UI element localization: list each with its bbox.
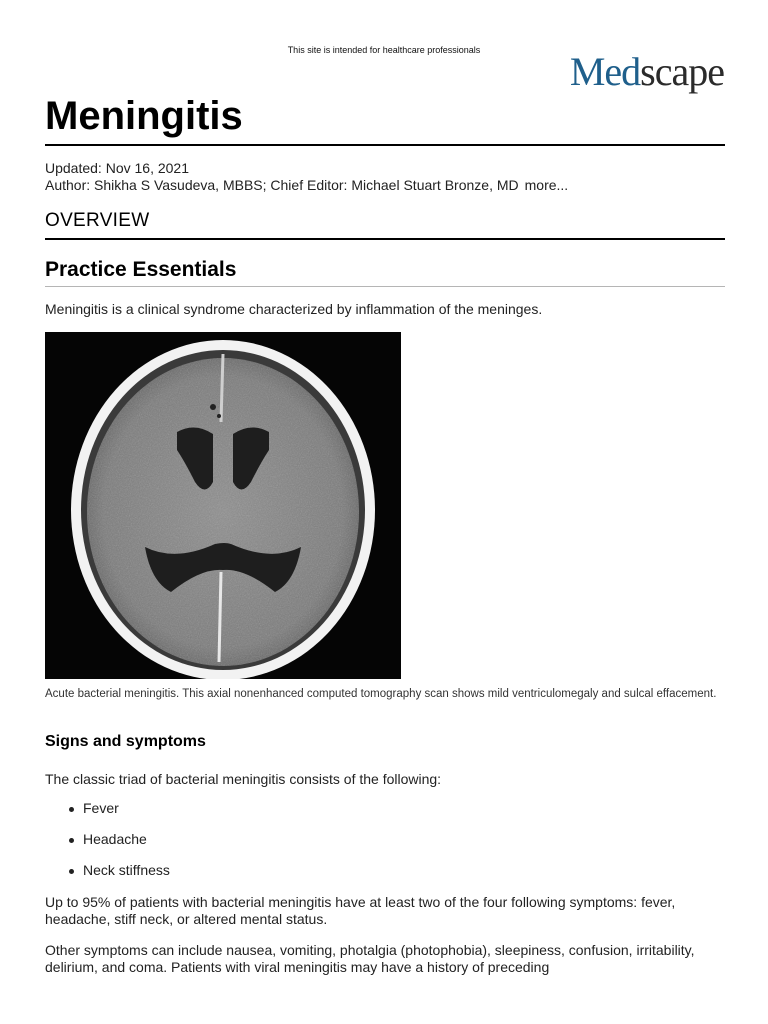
list-item: Headache — [45, 831, 170, 862]
logo-scape-text: scape — [640, 49, 724, 94]
medscape-logo[interactable] — [569, 49, 724, 94]
figure-caption: Acute bacterial meningitis. This axial nonenhanced computed tomography scan shows mild ventriculomegaly and sulcal effacement. — [45, 688, 717, 700]
list-item: Fever — [45, 800, 170, 831]
signs-heading: Signs and symptoms — [45, 733, 206, 750]
other-symptoms-paragraph: Other symptoms can include nausea, vomiting, photalgia (photophobia), sleepiness, confusion, irritability, delirium, and coma. Patients with viral meningitis may have a history of preceding — [45, 942, 695, 975]
author-text: Author: Shikha S Vasudeva, MBBS; Chief Editor: Michael Stuart Bronze, MD — [45, 177, 519, 193]
section-heading: OVERVIEW — [45, 210, 150, 231]
title-divider — [45, 144, 725, 146]
triad-intro: The classic triad of bacterial meningitis consists of the following: — [45, 771, 442, 787]
intro-paragraph: Meningitis is a clinical syndrome characterized by inflammation of the meninges. — [45, 301, 543, 317]
list-item: Neck stiffness — [45, 862, 170, 893]
more-authors-link[interactable]: more... — [524, 177, 569, 193]
subheading-divider — [45, 286, 725, 287]
logo-med-text: Med — [569, 49, 641, 94]
practice-essentials-heading: Practice Essentials — [45, 258, 237, 281]
ct-scan-figure[interactable] — [45, 332, 401, 679]
page-title: Meningitis — [45, 94, 243, 138]
triad-list — [45, 800, 170, 893]
symptoms-paragraph: Up to 95% of patients with bacterial meningitis have at least two of the four following symptoms: fever, headache, stiff neck, or altered mental status. — [45, 894, 676, 927]
section-divider — [45, 238, 725, 240]
updated-date: Updated: Nov 16, 2021 — [45, 160, 189, 176]
author-line — [45, 177, 568, 194]
ct-scan-image — [45, 332, 401, 679]
healthcare-notice: This site is intended for healthcare professionals — [287, 45, 481, 55]
